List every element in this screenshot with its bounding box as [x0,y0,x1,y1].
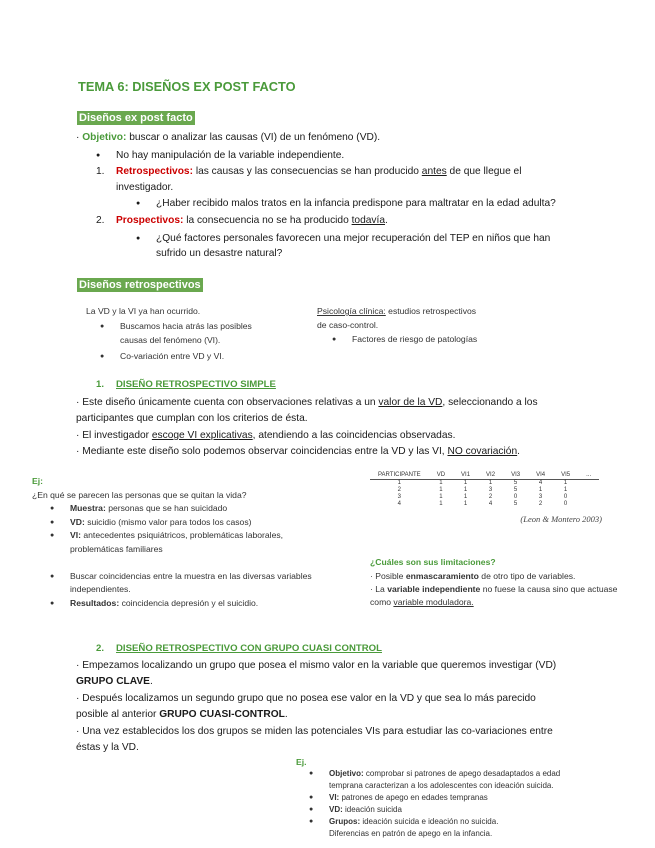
cuasi-p1-cont: GRUPO CLAVE. [76,676,153,687]
example-bullet-vi: VI: antecedentes psiquiátricos, problemáticas laborales, [70,530,284,540]
table-cell: 2 [397,487,402,493]
simple-p3: · Mediante este diseño solo podemos observar coincidencias entre la VD y las VI, NO covariación. [76,446,520,457]
cuasi-p3-cont: éstas y la VD. [76,742,139,753]
retro-intro: La VD y la VI ya han ocurrido. [86,306,201,316]
table-cell: 1 [439,494,443,500]
cuasi-p1: · Empezamos localizando un grupo que posea el mismo valor en la variable que queremos investigar (VD) [76,660,557,671]
table-cell: 1 [538,487,543,493]
page-title: TEMA 6: DISEÑOS EX POST FACTO [78,79,296,94]
limits-question: ¿Cuáles son sus limitaciones? [370,557,496,567]
limits-line-3: como variable moduladora. [370,597,474,607]
example-bullet-vd: VD: suicidio (mismo valor para todos los casos) [70,517,252,527]
simple-p2: · El investigador escoge VI explicativas, atendiendo a las coincidencias observadas. [76,430,456,441]
retro-right-bullet: Factores de riesgo de patologías [352,334,478,344]
table-cell: 4 [397,501,402,507]
table-row [370,480,599,488]
table-cell: 2 [538,501,543,507]
example2-bullet-objetivo-cont: temprana caracterizan a los adolescentes con ideación suicida. [329,781,554,790]
table-cell: 1 [563,487,568,493]
table-cell: 5 [513,487,518,493]
example-bullet-resultados: Resultados: coincidencia depresión y el suicidio. [70,598,259,608]
cuasi-p3: · Una vez establecidos los dos grupos se miden las potenciales VIs para estudiar las co-variaciones entre [76,726,553,737]
example-bullet-buscar: Buscar coincidencias entre la muestra en las diversas variables [70,571,312,581]
section-heading-ex-post-facto: Diseños ex post facto [79,112,193,124]
example-bullet-muestra: Muestra: personas que se han suicidado [70,503,228,513]
cuasi-p2-cont: posible al anterior GRUPO CUASI-CONTROL. [76,709,288,720]
simple-p1: · Este diseño únicamente cuenta con observaciones relativas a un valor de la VD, seleccionando a los [76,397,538,408]
table-cell: 0 [563,494,568,500]
table-cell: 1 [463,480,468,486]
table-cell [578,494,599,501]
example2-bullet-grupos-cont: Diferencias en patrón de apego en la infancia. [329,829,493,838]
table-cell [578,501,599,508]
table-cell: 1 [463,494,468,500]
retro-number: 1. [96,166,105,177]
retro-question: ¿Haber recibido malos tratos en la infancia predispone para maltratar en la edad adulta? [156,198,556,209]
simple-number: 1. [96,379,105,390]
table-cell: 1 [488,480,493,486]
table-cell: 1 [439,487,443,493]
retro-line: Retrospectivos: las causas y las consecuencias se han producido antes de que llegue el [116,166,522,177]
cuasi-heading: DISEÑO RETROSPECTIVO CON GRUPO CUASI CONTROL [116,643,382,654]
pros-question-2: sufrido un desastre natural? [156,248,283,259]
table-header: VI1 [453,472,478,480]
limits-line-2: · La variable independiente no fuese la causa sino que actuase [370,584,618,594]
data-table-container [370,472,608,524]
retro-left-bullet-2: Co-variación entre VD y VI. [120,351,225,361]
example-label: Ej: [32,476,43,486]
table-cell [578,487,599,494]
example2-bullet-objetivo: Objetivo: comprobar si patrones de apego desadaptados a edad [329,769,561,778]
pros-question-1: ¿Qué factores personales favorecen una mejor recuperación del TEP en niños que han [156,233,551,244]
table-cell: 1 [463,501,468,507]
example2-bullet-vd: VD: ideación suicida [329,805,402,814]
simple-p1-cont: participantes que cumplan con los criterios de ésta. [76,413,308,424]
example2-bullet-grupos: Grupos: ideación suicida e ideación no suicida. [329,817,499,826]
example-question: ¿En qué se parecen las personas que se quitan la vida? [32,490,247,500]
pros-line: Prospectivos: la consecuencia no se ha producido todavía. [116,215,388,226]
table-row [370,487,599,494]
table-cell: 5 [513,480,518,486]
bullet-no-manipulacion: No hay manipulación de la variable independiente. [116,150,345,161]
table-cell: 3 [488,487,493,493]
table-cell: 5 [513,501,518,507]
simple-heading: DISEÑO RETROSPECTIVO SIMPLE [116,379,276,390]
table-cell: 0 [563,501,568,507]
table-citation: (Leon & Montero 2003) [520,514,602,524]
table-header: PARTICIPANTE [370,472,429,480]
table-cell: 3 [397,494,402,500]
table-cell: 4 [488,501,493,507]
cuasi-p2: · Después localizamos un segundo grupo que no posea ese valor en la VD y que sea lo más parecido [76,693,536,704]
objetivo-line: · Objetivo: buscar o analizar las causas (VI) de un fenómeno (VD). [76,132,381,143]
table-cell: 3 [538,494,543,500]
example2-label: Ej. [296,757,307,767]
table-cell: 2 [488,494,493,500]
table-cell: 0 [513,494,518,500]
retro-right-line-2: de caso-control. [317,320,379,330]
table-header: VI4 [528,472,553,480]
table-cell: 1 [397,480,402,486]
retro-right-line-1: Psicología clínica: estudios retrospectivos [317,306,477,316]
table-cell: 1 [463,487,468,493]
table-row [370,501,599,508]
retro-left-bullet-1-cont: causas del fenómeno (VI). [120,335,221,345]
example-bullet-buscar-cont: independientes. [70,584,131,594]
example-bullet-vi-cont: problemáticas familiares [70,544,163,554]
limits-line-1: · Posible enmascaramiento de otro tipo de variables. [370,571,576,581]
cuasi-number: 2. [96,643,105,654]
table-header: VI5 [553,472,578,480]
table-header: ... [578,472,599,480]
table-cell: 1 [439,501,443,507]
table-row [370,494,599,501]
data-table [370,472,599,508]
pros-number: 2. [96,215,105,226]
table-cell [578,480,599,488]
example2-bullet-vi: VI: patrones de apego en edades tempranas [329,793,488,802]
table-header: VI3 [503,472,528,480]
section-heading-retrospectivos: Diseños retrospectivos [79,279,201,291]
table-cell: 1 [563,480,568,486]
table-cell: 4 [538,480,543,486]
table-header: VI2 [478,472,503,480]
table-cell: 1 [439,480,443,486]
retro-line-cont: investigador. [116,182,174,193]
retro-left-bullet-1: Buscamos hacia atrás las posibles [120,321,252,331]
table-header: VD [429,472,453,480]
